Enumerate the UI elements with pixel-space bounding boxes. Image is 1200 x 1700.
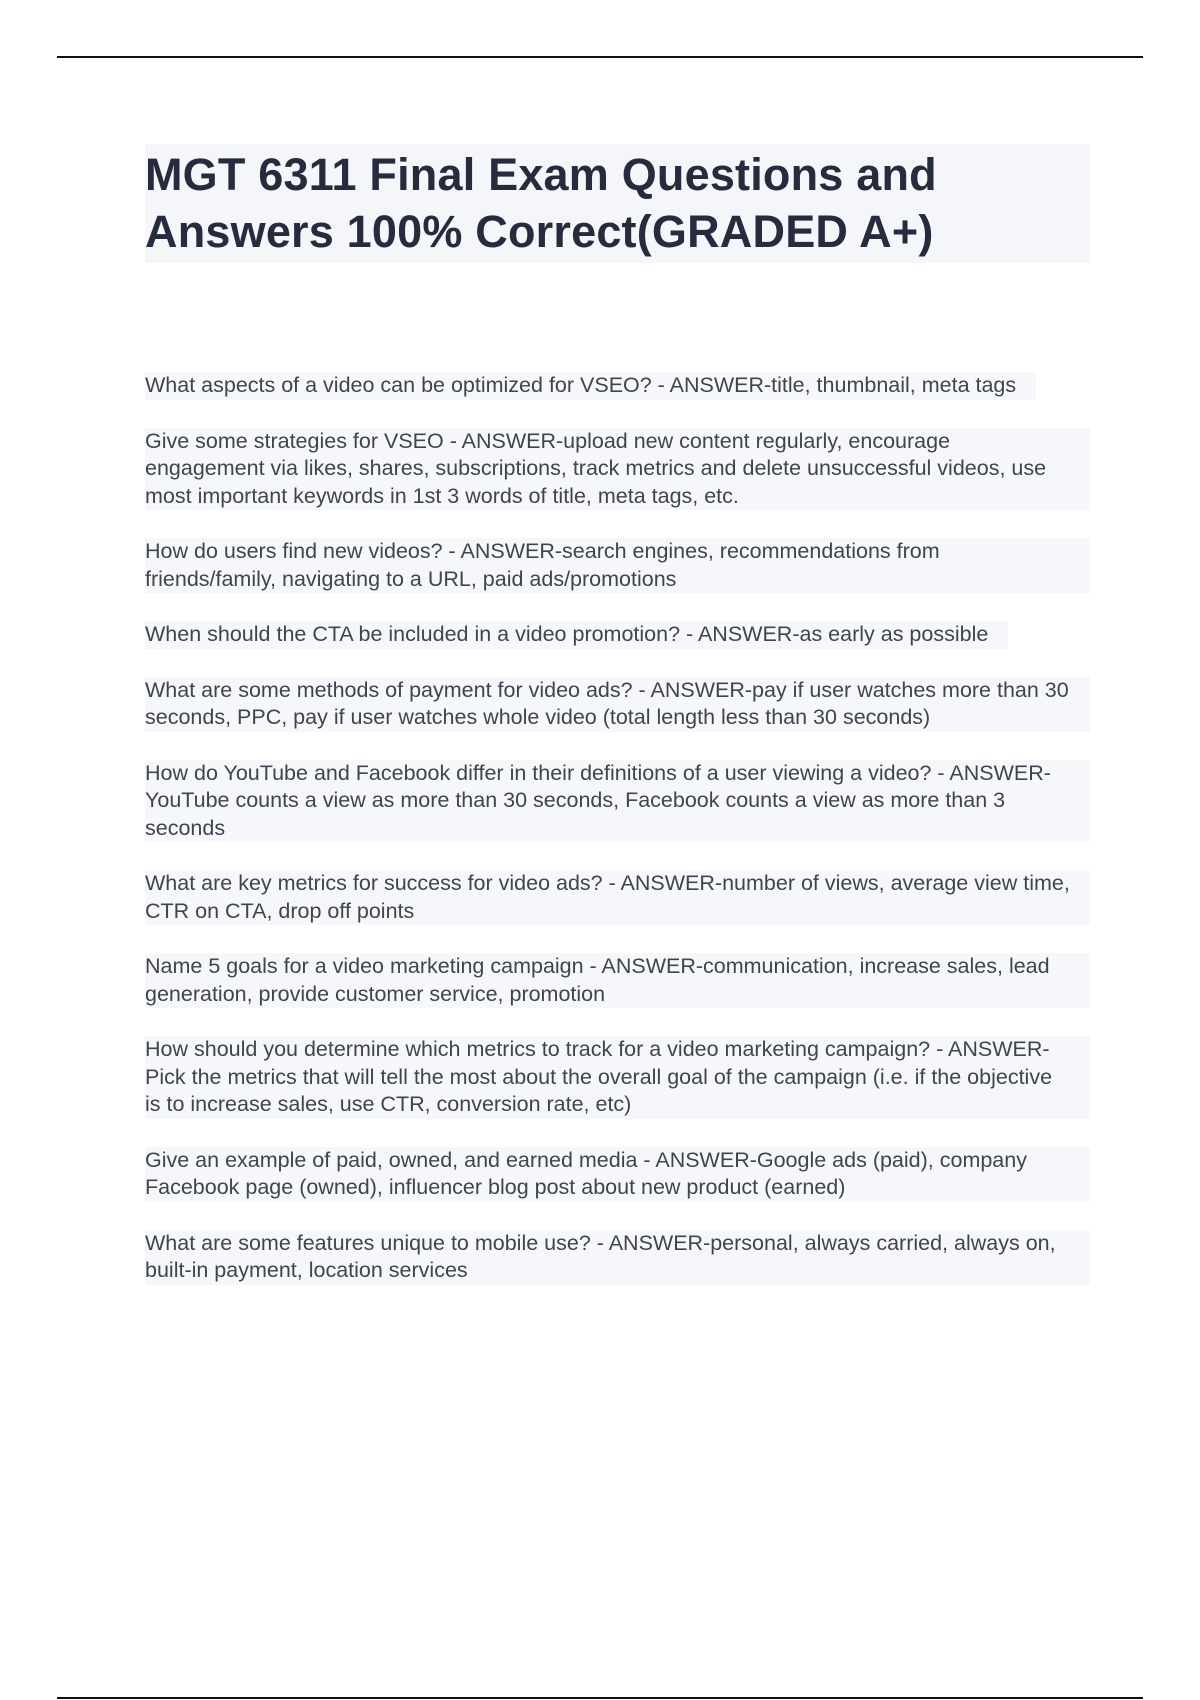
- qa-item: How do users find new videos? - ANSWER-search engines, recommendations from friends/family, navigating to a URL, paid ads/promotions: [145, 538, 1090, 593]
- qa-item: How should you determine which metrics to track for a video marketing campaign? - ANSWER-Pick the metrics that will tell the most about the overall goal of the campaign (i.e. if the objective is to increase sales, use CTR, conversion rate, etc): [145, 1036, 1090, 1119]
- page-content: [145, 144, 1090, 1313]
- qa-list: [145, 372, 1090, 1285]
- qa-item: What are some methods of payment for video ads? - ANSWER-pay if user watches more than 30 seconds, PPC, pay if user watches whole video (total length less than 30 seconds): [145, 677, 1090, 732]
- qa-item: What are key metrics for success for video ads? - ANSWER-number of views, average view time, CTR on CTA, drop off points: [145, 870, 1090, 925]
- qa-item: What aspects of a video can be optimized for VSEO? - ANSWER-title, thumbnail, meta tags: [145, 372, 1036, 400]
- title-block: [145, 144, 1090, 263]
- qa-item: Name 5 goals for a video marketing campaign - ANSWER-communication, increase sales, lead generation, provide customer service, promotion: [145, 953, 1090, 1008]
- qa-item: When should the CTA be included in a video promotion? - ANSWER-as early as possible: [145, 621, 1008, 649]
- bottom-rule: [57, 1697, 1143, 1699]
- qa-item: How do YouTube and Facebook differ in their definitions of a user viewing a video? - ANSWER-YouTube counts a view as more than 30 seconds, Facebook counts a view as more than 3 seconds: [145, 760, 1090, 843]
- top-rule: [57, 56, 1143, 58]
- qa-item: What are some features unique to mobile use? - ANSWER-personal, always carried, always on, built-in payment, location services: [145, 1230, 1090, 1285]
- qa-item: Give some strategies for VSEO - ANSWER-upload new content regularly, encourage engagement via likes, shares, subscriptions, track metrics and delete unsuccessful videos, use most important keywords in 1st 3 words of title, meta tags, etc.: [145, 428, 1090, 511]
- page-title: MGT 6311 Final Exam Questions and Answers 100% Correct(GRADED A+): [145, 149, 937, 257]
- qa-item: Give an example of paid, owned, and earned media - ANSWER-Google ads (paid), company Facebook page (owned), influencer blog post about new product (earned): [145, 1147, 1090, 1202]
